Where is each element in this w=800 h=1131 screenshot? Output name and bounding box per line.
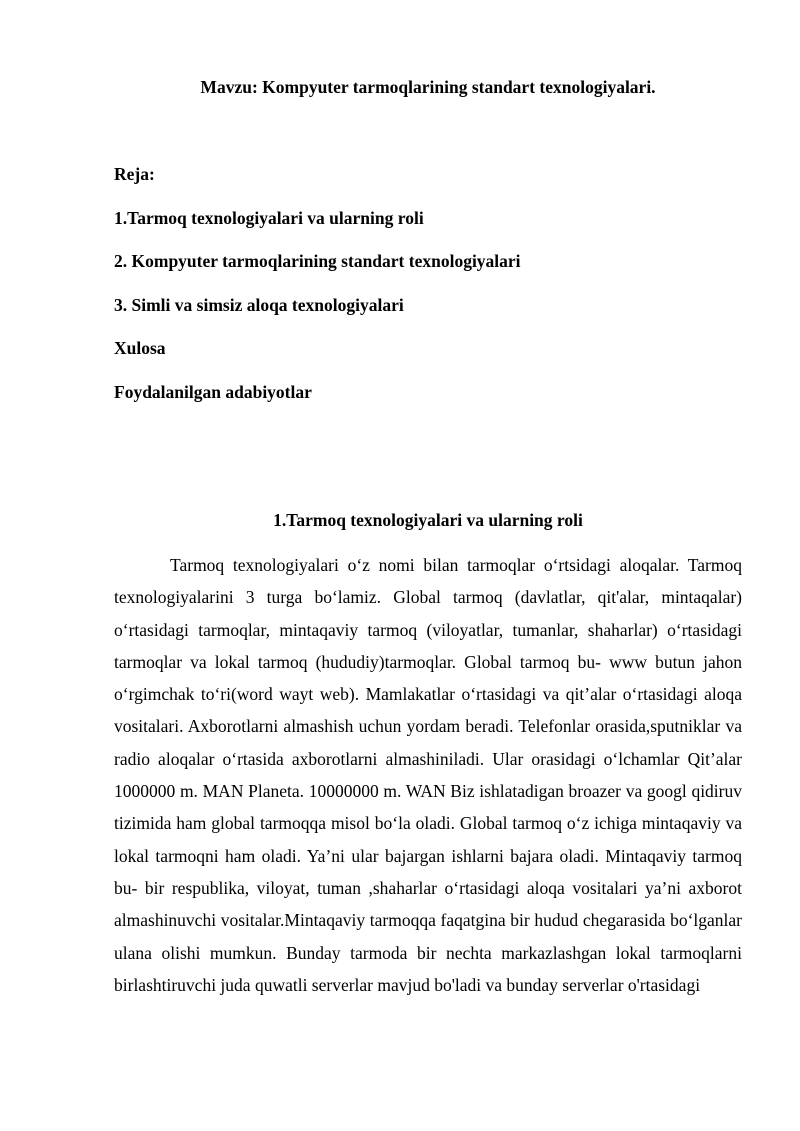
plan-item: Xulosa	[114, 338, 166, 358]
section-title: 1.Tarmoq texnologiyalari va ularning roli	[273, 510, 583, 530]
plan-item: Foydalanilgan adabiyotlar	[114, 381, 312, 402]
plan-section	[114, 161, 742, 422]
plan-item: 1.Tarmoq texnologiyalari va ularning roli	[114, 207, 424, 228]
document-title: Mavzu: Kompyuter tarmoqlarining standart texnologiyalari.	[200, 77, 656, 97]
plan-item: 3. Simli va simsiz aloqa texnologiyalari	[114, 294, 404, 315]
body-paragraph: Tarmoq texnologiyalari o‘z nomi bilan tarmoqlar o‘rtsidagi aloqalar. Tarmoq texnologiyalarini 3 turga bo‘lamiz. Global tarmoq (davlatlar, qit'alar, mintaqalar) o‘rtasidagi tarmoqlar, mintaqaviy tarmoq (viloyatlar, tumanlar, shaharlar) o‘rtasidagi tarmoqlar va lokal tarmoq (hududiy)tarmoqlar. Global tarmoq bu- www butun jahon o‘rgimchak to‘ri(word wayt web). Mamlakatlar o‘rtasidagi va qit’alar o‘rtasidagi aloqa vositalari. Axborotlarni almashish uchun yordam beradi. Telefonlar orasida,sputniklar va radio aloqalar o‘rtasida axborotlarni almashiniladi. Ular orasidagi o‘lchamlar Qit’alar 1000000 m. MAN Planeta. 10000000 m. WAN Biz ishlatadigan broazer va googl qidiruv tizimida ham global tarmoqqa misol bo‘la oladi. Global tarmoq o‘z ichiga mintaqaviy va lokal tarmoqni ham oladi. Ya’ni ular bajargan ishlarni bajara oladi. Mintaqaviy tarmoq bu- bir respublika, viloyat, tuman ,shaharlar o‘rtasidagi aloqa vositalari ya’ni axborot almashinuvchi vositalar.Mintaqaviy tarmoqqa faqatgina bir hudud chegarasida bo‘lganlar ulana olishi mumkun. Bunday tarmoda bir nechta markazlashgan lokal tarmoqlarni birlashtiruvchi juda quwatli serverlar mavjud bo'ladi va bunday serverlar o'rtasidagi	[114, 555, 742, 995]
plan-item: 2. Kompyuter tarmoqlarining standart texnologiyalari	[114, 251, 521, 271]
plan-heading: Reja:	[114, 164, 155, 184]
